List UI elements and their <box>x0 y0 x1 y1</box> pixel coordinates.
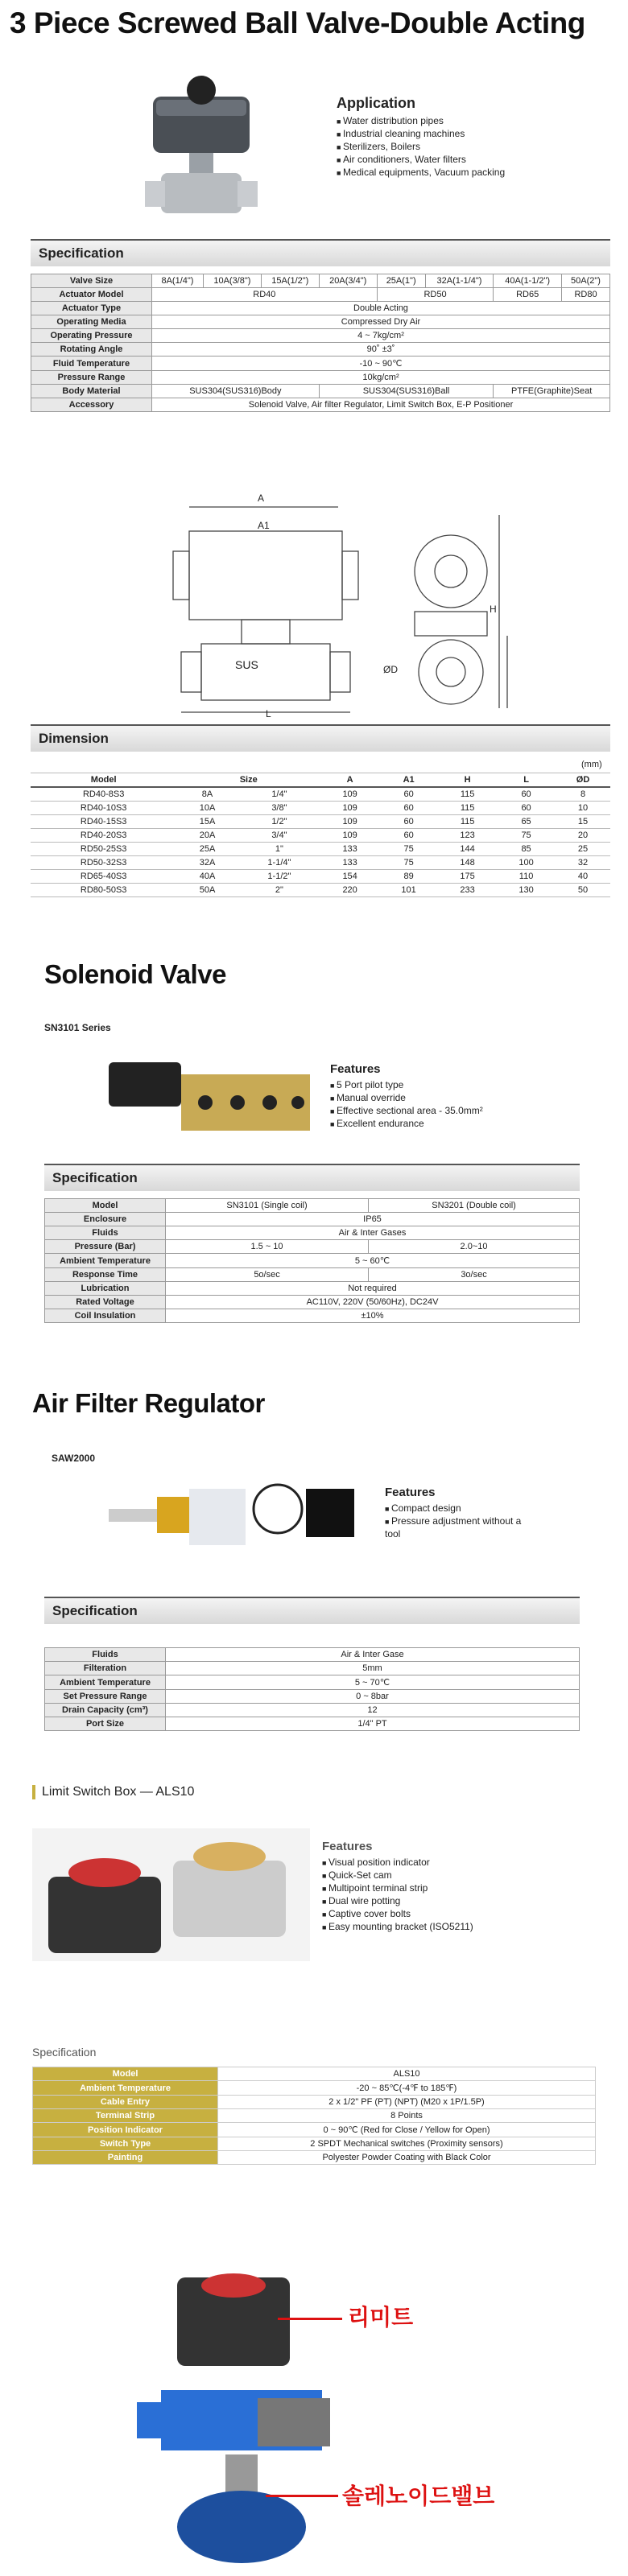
table-cell: Not required <box>166 1282 580 1296</box>
table-cell: 75 <box>379 843 438 856</box>
table-cell: Accessory <box>31 398 152 412</box>
dim-label-sus: SUS <box>235 658 258 671</box>
table-row <box>45 1717 580 1731</box>
table-row <box>45 1662 580 1675</box>
table-row <box>45 1213 580 1226</box>
limit-switch-photo <box>32 1828 310 1961</box>
table-cell: 10kg/cm² <box>152 371 610 385</box>
table-cell: 233 <box>438 884 497 897</box>
table-cell: 5o/sec <box>166 1268 369 1282</box>
table-cell: Lubrication <box>45 1282 166 1296</box>
label-solenoid-valve: 솔레노이드밸브 <box>342 2483 495 2508</box>
page-title: 3 Piece Screwed Ball Valve-Double Acting <box>10 6 585 39</box>
table-row <box>45 1675 580 1690</box>
table-row <box>45 1226 580 1240</box>
solenoid-spec-table <box>44 1198 580 1323</box>
table-cell: Switch Type <box>33 2137 218 2151</box>
dim-label-a: A <box>258 493 265 504</box>
table-cell: 8 <box>556 787 610 802</box>
table-cell: 144 <box>438 843 497 856</box>
table-cell: Response Time <box>45 1268 166 1282</box>
table-cell: Fluid Temperature <box>31 357 152 371</box>
table-cell: -20 ~ 85℃(-4℉ to 185℉) <box>218 2081 596 2096</box>
table-cell: 100 <box>497 856 556 870</box>
application-item: ■ Water distribution pipes <box>337 115 505 128</box>
table-cell: 32A(1-1/4") <box>425 274 494 288</box>
table-row <box>31 802 610 815</box>
table-cell: 60 <box>379 829 438 843</box>
table-cell: 32 <box>556 856 610 870</box>
features-title: Features <box>385 1486 436 1499</box>
table-cell: Operating Pressure <box>31 329 152 343</box>
table-cell: 2 SPDT Mechanical switches (Proximity sensors) <box>218 2137 596 2151</box>
table-cell: 1-1/4" <box>238 856 320 870</box>
table-row <box>31 870 610 884</box>
table-cell: 133 <box>320 843 379 856</box>
table-cell: Port Size <box>45 1717 166 1731</box>
table-row <box>31 357 610 371</box>
table-cell: RD65 <box>494 288 562 302</box>
table-row <box>31 787 610 802</box>
table-row <box>31 274 610 288</box>
table-row <box>31 815 610 829</box>
table-cell: 75 <box>379 856 438 870</box>
table-cell: Position Indicator <box>33 2123 218 2137</box>
table-row <box>31 843 610 856</box>
limit-spec-table <box>32 2067 596 2165</box>
table-cell: PTFE(Graphite)Seat <box>494 385 610 398</box>
ball-valve-spec-table <box>31 274 610 412</box>
table-cell: 60 <box>497 802 556 815</box>
table-cell: 15 <box>556 815 610 829</box>
table-cell: Model <box>31 773 176 788</box>
feature-item: ■ Manual override <box>330 1092 483 1105</box>
application-item: ■ Industrial cleaning machines <box>337 128 505 141</box>
table-row <box>45 1282 580 1296</box>
table-cell: Air & Inter Gases <box>166 1226 580 1240</box>
feature-item: ■ Easy mounting bracket (ISO5211) <box>322 1921 473 1934</box>
table-row <box>45 1268 580 1282</box>
table-cell: RD40-20S3 <box>31 829 176 843</box>
features-title: Features <box>322 1840 373 1853</box>
table-cell: 40A(1-1/2") <box>494 274 562 288</box>
table-cell: Pressure Range <box>31 371 152 385</box>
table-row <box>45 1648 580 1662</box>
table-cell: RD80 <box>562 288 610 302</box>
table-header-row <box>31 773 610 788</box>
table-header-row <box>45 1199 580 1213</box>
table-cell: 109 <box>320 815 379 829</box>
table-cell: 3/8" <box>238 802 320 815</box>
table-row <box>31 288 610 302</box>
table-cell: 115 <box>438 787 497 802</box>
table-cell: Model <box>33 2067 218 2081</box>
dim-label-l: L <box>266 708 271 719</box>
table-cell: 15A(1/2") <box>261 274 319 288</box>
table-cell: RD40 <box>152 288 378 302</box>
table-cell: Actuator Model <box>31 288 152 302</box>
table-row <box>31 398 610 412</box>
table-row <box>45 1254 580 1268</box>
feature-item: ■ Multipoint terminal strip <box>322 1882 473 1895</box>
table-row <box>45 1296 580 1309</box>
table-cell: 0 ~ 90℃ (Red for Close / Yellow for Open) <box>218 2123 596 2137</box>
feature-item: ■ Dual wire potting <box>322 1895 473 1908</box>
application-item: ■ Medical equipments, Vacuum packing <box>337 167 505 179</box>
table-cell: 65 <box>497 815 556 829</box>
technical-drawing <box>145 491 523 720</box>
table-row <box>45 1690 580 1704</box>
table-cell: Compressed Dry Air <box>152 315 610 329</box>
table-cell: 40A <box>176 870 238 884</box>
feature-item: ■ Excellent endurance <box>330 1118 483 1131</box>
table-cell: 5mm <box>166 1662 580 1675</box>
table-cell: 109 <box>320 829 379 843</box>
table-cell: 75 <box>497 829 556 843</box>
table-row <box>31 829 610 843</box>
table-cell: 15A <box>176 815 238 829</box>
table-cell: 109 <box>320 787 379 802</box>
table-cell: 175 <box>438 870 497 884</box>
table-cell: ALS10 <box>218 2067 596 2081</box>
table-cell: 115 <box>438 802 497 815</box>
table-cell: Terminal Strip <box>33 2109 218 2123</box>
table-cell: Pressure (Bar) <box>45 1240 166 1254</box>
table-cell: 110 <box>497 870 556 884</box>
table-cell: 8 Points <box>218 2109 596 2123</box>
table-cell: Coil Insulation <box>45 1309 166 1323</box>
table-cell: 60 <box>379 802 438 815</box>
table-cell: Body Material <box>31 385 152 398</box>
table-cell: Rotating Angle <box>31 343 152 357</box>
table-cell: Rated Voltage <box>45 1296 166 1309</box>
table-cell: 50A(2") <box>562 274 610 288</box>
pointer-line <box>278 2318 342 2320</box>
table-cell: 25 <box>556 843 610 856</box>
table-row <box>31 315 610 329</box>
table-cell: Actuator Type <box>31 302 152 315</box>
table-cell: 4 ~ 7kg/cm² <box>152 329 610 343</box>
table-cell: Drain Capacity (cm³) <box>45 1704 166 1717</box>
table-cell: 8A(1/4") <box>152 274 204 288</box>
table-cell: 1" <box>238 843 320 856</box>
table-cell: RD80-50S3 <box>31 884 176 897</box>
feature-item: ■ 5 Port pilot type <box>330 1079 483 1092</box>
table-cell: 60 <box>497 787 556 802</box>
table-cell: 50 <box>556 884 610 897</box>
table-cell: 10A <box>176 802 238 815</box>
ball-valve-photo <box>145 72 258 221</box>
table-cell: H <box>438 773 497 788</box>
feature-item: ■ Quick-Set cam <box>322 1869 473 1882</box>
table-cell: 123 <box>438 829 497 843</box>
solenoid-photo <box>109 1046 318 1143</box>
table-cell: 32A <box>176 856 238 870</box>
table-cell: Valve Size <box>31 274 152 288</box>
table-cell: 10 <box>556 802 610 815</box>
assembly-photo <box>137 2269 346 2567</box>
specification-header: Specification <box>32 2046 97 2059</box>
table-cell: Fluids <box>45 1226 166 1240</box>
table-cell: 2" <box>238 884 320 897</box>
table-cell: Ambient Temperature <box>33 2081 218 2096</box>
table-cell: ±10% <box>166 1309 580 1323</box>
afr-model: SAW2000 <box>52 1453 96 1464</box>
feature-item: ■ Effective sectional area - 35.0mm² <box>330 1105 483 1118</box>
table-cell: Fluids <box>45 1648 166 1662</box>
table-cell: Solenoid Valve, Air filter Regulator, Limit Switch Box, E-P Positioner <box>152 398 610 412</box>
table-row <box>31 884 610 897</box>
table-row <box>33 2109 596 2123</box>
table-cell: 40 <box>556 870 610 884</box>
table-cell: Air & Inter Gase <box>166 1648 580 1662</box>
table-cell: 1-1/2" <box>238 870 320 884</box>
table-cell: 220 <box>320 884 379 897</box>
table-cell: Operating Media <box>31 315 152 329</box>
table-cell: -10 ~ 90℃ <box>152 357 610 371</box>
dimension-table <box>31 773 610 897</box>
table-row <box>33 2081 596 2096</box>
table-cell: Enclosure <box>45 1213 166 1226</box>
table-row <box>33 2123 596 2137</box>
specification-header: Specification <box>44 1597 580 1624</box>
table-cell: 12 <box>166 1704 580 1717</box>
table-cell: Set Pressure Range <box>45 1690 166 1704</box>
table-cell: 50A <box>176 884 238 897</box>
table-cell: 10A(3/8") <box>203 274 261 288</box>
table-row <box>33 2067 596 2081</box>
table-cell: RD65-40S3 <box>31 870 176 884</box>
table-cell: RD40-8S3 <box>31 787 176 802</box>
table-cell: 60 <box>379 815 438 829</box>
table-cell: Cable Entry <box>33 2096 218 2109</box>
table-cell: 3/4" <box>238 829 320 843</box>
table-cell: 5 ~ 60℃ <box>166 1254 580 1268</box>
table-row <box>31 856 610 870</box>
table-cell: 90˚ ±3˚ <box>152 343 610 357</box>
table-cell: 2.0~10 <box>369 1240 580 1254</box>
table-cell: Painting <box>33 2151 218 2165</box>
table-cell: 25A <box>176 843 238 856</box>
table-cell: SN3101 (Single coil) <box>166 1199 369 1213</box>
table-cell: Ambient Temperature <box>45 1675 166 1690</box>
table-cell: Filteration <box>45 1662 166 1675</box>
specification-header: Specification <box>31 239 610 266</box>
table-cell: 85 <box>497 843 556 856</box>
table-cell: IP65 <box>166 1213 580 1226</box>
table-row <box>33 2151 596 2165</box>
table-cell: 1/2" <box>238 815 320 829</box>
table-cell: 60 <box>379 787 438 802</box>
afr-photo <box>109 1473 366 1561</box>
dim-label-od: ØD <box>383 664 398 675</box>
table-cell: ØD <box>556 773 610 788</box>
table-cell: 133 <box>320 856 379 870</box>
features-title: Features <box>330 1062 381 1076</box>
table-row <box>31 343 610 357</box>
solenoid-series: SN3101 Series <box>44 1022 111 1033</box>
table-cell: 0 ~ 8bar <box>166 1690 580 1704</box>
table-cell: Ambient Temperature <box>45 1254 166 1268</box>
table-cell: SUS304(SUS316)Body <box>152 385 320 398</box>
pointer-line <box>266 2495 338 2497</box>
table-row <box>33 2096 596 2109</box>
table-cell: 148 <box>438 856 497 870</box>
afr-spec-table <box>44 1647 580 1731</box>
table-row <box>45 1309 580 1323</box>
dim-label-h: H <box>490 604 497 615</box>
table-cell: 20A(3/4") <box>319 274 377 288</box>
table-cell: Double Acting <box>152 302 610 315</box>
table-row <box>31 385 610 398</box>
specification-header: Specification <box>44 1164 580 1191</box>
table-cell: 8A <box>176 787 238 802</box>
table-cell: Polyester Powder Coating with Black Color <box>218 2151 596 2165</box>
table-row <box>45 1704 580 1717</box>
application-item: ■ Air conditioners, Water filters <box>337 154 505 167</box>
table-cell: 2 x 1/2" PF (PT) (NPT) (M20 x 1P/1.5P) <box>218 2096 596 2109</box>
limit-title: Limit Switch Box — ALS10 <box>32 1785 194 1799</box>
table-cell: 3o/sec <box>369 1268 580 1282</box>
solenoid-title: Solenoid Valve <box>44 959 226 989</box>
table-cell: RD50-25S3 <box>31 843 176 856</box>
table-cell: RD50 <box>377 288 494 302</box>
table-cell: RD40-10S3 <box>31 802 176 815</box>
table-cell: 109 <box>320 802 379 815</box>
table-row <box>33 2137 596 2151</box>
table-cell: A <box>320 773 379 788</box>
table-row <box>31 302 610 315</box>
table-cell: 130 <box>497 884 556 897</box>
unit-label: (mm) <box>581 760 602 769</box>
application-title: Application <box>337 95 415 111</box>
table-cell: SUS304(SUS316)Ball <box>319 385 494 398</box>
feature-item: ■ Visual position indicator <box>322 1857 473 1869</box>
table-cell: 1/4" <box>238 787 320 802</box>
afr-title: Air Filter Regulator <box>32 1388 265 1418</box>
table-row <box>31 371 610 385</box>
table-cell: 20A <box>176 829 238 843</box>
table-cell: 1.5 ~ 10 <box>166 1240 369 1254</box>
table-cell: 89 <box>379 870 438 884</box>
feature-item: ■ Compact design <box>385 1502 530 1515</box>
table-row <box>31 329 610 343</box>
feature-item: ■ Captive cover bolts <box>322 1908 473 1921</box>
application-item: ■ Sterilizers, Boilers <box>337 141 505 154</box>
table-cell: 20 <box>556 829 610 843</box>
table-row <box>45 1240 580 1254</box>
table-cell: A1 <box>379 773 438 788</box>
table-cell: 101 <box>379 884 438 897</box>
table-cell: 25A(1") <box>377 274 425 288</box>
dimension-header: Dimension <box>31 724 610 752</box>
table-cell: AC110V, 220V (50/60Hz), DC24V <box>166 1296 580 1309</box>
label-limit-switch: 리미트 <box>348 2305 414 2330</box>
table-cell: RD50-32S3 <box>31 856 176 870</box>
feature-item: ■ Pressure adjustment without a tool <box>385 1515 530 1540</box>
table-cell: 1/4" PT <box>166 1717 580 1731</box>
table-cell: 115 <box>438 815 497 829</box>
table-cell: Model <box>45 1199 166 1213</box>
table-cell: SN3201 (Double coil) <box>369 1199 580 1213</box>
table-cell: 154 <box>320 870 379 884</box>
table-cell: Size <box>176 773 320 788</box>
dim-label-a1: A1 <box>258 520 270 531</box>
table-cell: RD40-15S3 <box>31 815 176 829</box>
table-cell: 5 ~ 70℃ <box>166 1675 580 1690</box>
table-cell: L <box>497 773 556 788</box>
